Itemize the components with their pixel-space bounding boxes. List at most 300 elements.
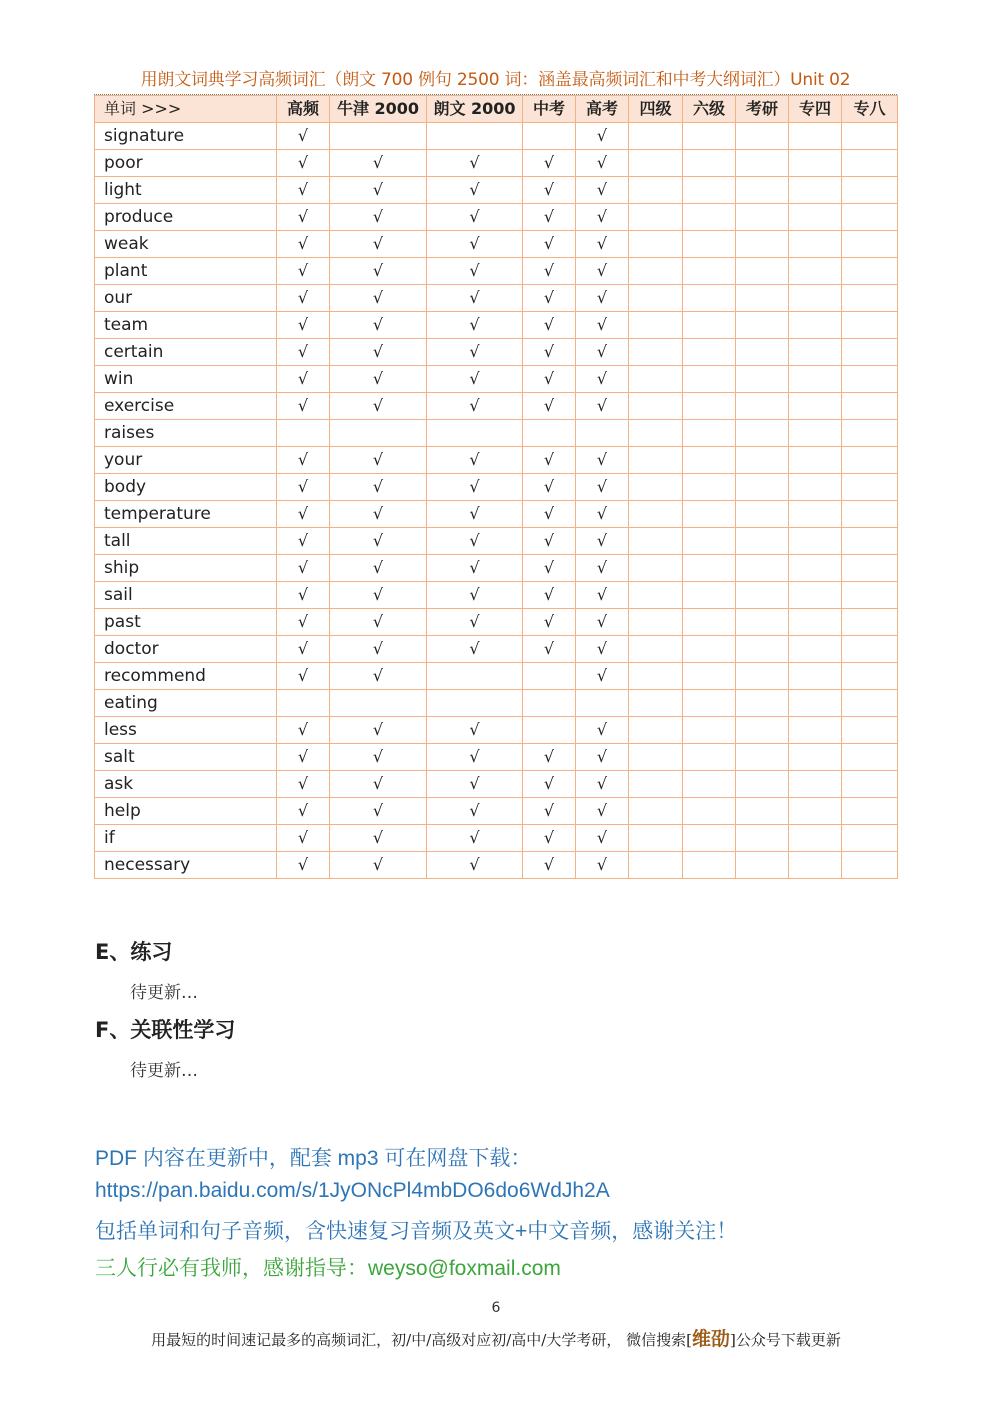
check-cell: √ [576, 528, 629, 555]
check-cell [842, 582, 898, 609]
check-cell [629, 663, 683, 690]
check-cell: √ [523, 447, 576, 474]
check-cell: √ [576, 474, 629, 501]
check-cell [330, 420, 427, 447]
check-cell [683, 123, 736, 150]
check-cell [789, 663, 842, 690]
check-cell: √ [427, 339, 523, 366]
check-cell [683, 663, 736, 690]
check-cell [683, 312, 736, 339]
column-header: 专四 [789, 96, 842, 123]
word-cell: plant [95, 258, 277, 285]
check-cell [629, 609, 683, 636]
check-cell [789, 123, 842, 150]
table-row [95, 150, 898, 177]
check-cell: √ [576, 123, 629, 150]
word-cell: weak [95, 231, 277, 258]
check-cell [683, 177, 736, 204]
check-cell: √ [427, 393, 523, 420]
word-cell: help [95, 798, 277, 825]
check-cell [427, 663, 523, 690]
check-cell [789, 474, 842, 501]
table-row [95, 177, 898, 204]
check-cell [629, 150, 683, 177]
check-cell: √ [330, 609, 427, 636]
check-cell: √ [427, 447, 523, 474]
check-cell: √ [330, 312, 427, 339]
check-cell [789, 690, 842, 717]
check-cell [736, 285, 789, 312]
check-cell: √ [330, 636, 427, 663]
check-cell: √ [277, 501, 330, 528]
check-cell [736, 393, 789, 420]
word-cell: body [95, 474, 277, 501]
check-cell: √ [523, 501, 576, 528]
check-cell [736, 663, 789, 690]
check-cell [629, 339, 683, 366]
check-cell [629, 501, 683, 528]
check-cell [736, 582, 789, 609]
page-number: 6 [491, 1300, 501, 1316]
word-cell: your [95, 447, 277, 474]
check-cell [683, 447, 736, 474]
check-cell [330, 123, 427, 150]
check-cell: √ [277, 636, 330, 663]
check-cell: √ [523, 825, 576, 852]
check-cell [736, 312, 789, 339]
check-cell: √ [277, 177, 330, 204]
check-cell: √ [330, 285, 427, 312]
check-cell: √ [523, 555, 576, 582]
check-cell [683, 717, 736, 744]
check-cell: √ [330, 663, 427, 690]
column-header: 考研 [736, 96, 789, 123]
check-cell [683, 609, 736, 636]
check-cell [523, 420, 576, 447]
table-row [95, 501, 898, 528]
check-cell [842, 123, 898, 150]
word-cell: recommend [95, 663, 277, 690]
check-cell: √ [427, 312, 523, 339]
table-row [95, 798, 898, 825]
check-cell [842, 744, 898, 771]
check-cell [789, 258, 842, 285]
check-cell: √ [277, 771, 330, 798]
check-cell [736, 501, 789, 528]
check-cell [842, 231, 898, 258]
check-cell [629, 447, 683, 474]
check-cell: √ [277, 366, 330, 393]
check-cell [736, 339, 789, 366]
check-cell: √ [427, 852, 523, 879]
check-cell [842, 366, 898, 393]
word-cell: team [95, 312, 277, 339]
check-cell: √ [330, 501, 427, 528]
section-e-title: E、练习 [95, 940, 173, 964]
check-cell: √ [330, 582, 427, 609]
check-cell [789, 312, 842, 339]
check-cell [683, 798, 736, 825]
check-cell: √ [576, 204, 629, 231]
table-row [95, 555, 898, 582]
check-cell [629, 258, 683, 285]
check-cell: √ [576, 852, 629, 879]
check-cell [789, 285, 842, 312]
word-cell: ask [95, 771, 277, 798]
check-cell: √ [330, 393, 427, 420]
word-cell: necessary [95, 852, 277, 879]
check-cell [736, 474, 789, 501]
check-cell: √ [330, 204, 427, 231]
check-cell [629, 285, 683, 312]
check-cell [523, 663, 576, 690]
check-cell [736, 420, 789, 447]
footer-text-before: 用最短的时间速记最多的高频词汇，初/中/高级对应初/高中/大学考研， 微信搜索[ [151, 1331, 692, 1349]
check-cell [842, 258, 898, 285]
check-cell [427, 420, 523, 447]
check-cell [629, 690, 683, 717]
check-cell [842, 636, 898, 663]
check-cell [683, 690, 736, 717]
check-cell [842, 609, 898, 636]
check-cell: √ [576, 339, 629, 366]
check-cell [789, 582, 842, 609]
check-cell [789, 150, 842, 177]
column-header: 朗文 2000 [427, 96, 523, 123]
check-cell [683, 204, 736, 231]
table-row [95, 447, 898, 474]
check-cell [629, 474, 683, 501]
table-row [95, 717, 898, 744]
check-cell [842, 717, 898, 744]
word-cell: less [95, 717, 277, 744]
check-cell: √ [523, 474, 576, 501]
check-cell: √ [330, 150, 427, 177]
contact-note: 三人行必有我师，感谢指导：weyso@foxmail.com [95, 1257, 561, 1280]
update-note: PDF 内容在更新中，配套 mp3 可在网盘下载： [95, 1147, 532, 1170]
check-cell [789, 501, 842, 528]
check-cell [683, 582, 736, 609]
check-cell: √ [576, 447, 629, 474]
check-cell: √ [427, 582, 523, 609]
check-cell [736, 123, 789, 150]
check-cell: √ [576, 582, 629, 609]
check-cell [629, 366, 683, 393]
check-cell [789, 771, 842, 798]
check-cell: √ [427, 258, 523, 285]
table-row [95, 852, 898, 879]
check-cell [842, 528, 898, 555]
check-cell: √ [330, 177, 427, 204]
check-cell: √ [427, 231, 523, 258]
word-cell: our [95, 285, 277, 312]
check-cell: √ [330, 366, 427, 393]
check-cell: √ [277, 744, 330, 771]
table-row [95, 528, 898, 555]
table-row [95, 366, 898, 393]
check-cell: √ [277, 609, 330, 636]
check-cell [629, 528, 683, 555]
section-f-body: 待更新… [130, 1061, 198, 1081]
check-cell: √ [576, 150, 629, 177]
table-row [95, 582, 898, 609]
check-cell: √ [576, 636, 629, 663]
check-cell [842, 555, 898, 582]
check-cell: √ [523, 231, 576, 258]
check-cell: √ [576, 717, 629, 744]
word-cell: raises [95, 420, 277, 447]
word-cell: salt [95, 744, 277, 771]
check-cell: √ [330, 555, 427, 582]
check-cell [736, 150, 789, 177]
check-cell [277, 690, 330, 717]
check-cell [789, 609, 842, 636]
check-cell [629, 555, 683, 582]
check-cell [789, 393, 842, 420]
check-cell: √ [523, 204, 576, 231]
check-cell: √ [427, 285, 523, 312]
check-cell [523, 690, 576, 717]
check-cell: √ [330, 852, 427, 879]
check-cell [736, 717, 789, 744]
word-cell: if [95, 825, 277, 852]
check-cell [427, 690, 523, 717]
check-cell: √ [277, 312, 330, 339]
check-cell [789, 447, 842, 474]
column-header: 牛津 2000 [330, 96, 427, 123]
column-header: 中考 [523, 96, 576, 123]
check-cell: √ [277, 150, 330, 177]
check-cell [842, 204, 898, 231]
check-cell [683, 501, 736, 528]
check-cell [736, 744, 789, 771]
check-cell [629, 204, 683, 231]
check-cell [789, 339, 842, 366]
check-cell: √ [576, 258, 629, 285]
check-cell [683, 393, 736, 420]
section-e-body: 待更新… [130, 983, 198, 1003]
check-cell: √ [523, 528, 576, 555]
check-cell [629, 717, 683, 744]
check-cell [842, 177, 898, 204]
check-cell [736, 366, 789, 393]
word-cell: sail [95, 582, 277, 609]
check-cell [789, 420, 842, 447]
check-cell [736, 636, 789, 663]
check-cell: √ [523, 852, 576, 879]
check-cell [629, 582, 683, 609]
check-cell [736, 690, 789, 717]
check-cell [683, 555, 736, 582]
check-cell: √ [277, 339, 330, 366]
check-cell [629, 771, 683, 798]
check-cell: √ [277, 663, 330, 690]
check-cell [789, 204, 842, 231]
check-cell: √ [427, 825, 523, 852]
check-cell [736, 798, 789, 825]
check-cell: √ [277, 393, 330, 420]
check-cell: √ [576, 231, 629, 258]
download-link[interactable]: https://pan.baidu.com/s/1JyONcPl4mbDO6do6WdJh2A [95, 1179, 610, 1202]
check-cell [789, 555, 842, 582]
check-cell [427, 123, 523, 150]
check-cell [842, 690, 898, 717]
word-cell: exercise [95, 393, 277, 420]
check-cell: √ [427, 204, 523, 231]
word-cell: certain [95, 339, 277, 366]
check-cell: √ [523, 393, 576, 420]
table-body [95, 123, 898, 879]
check-cell: √ [277, 474, 330, 501]
section-f-title: F、关联性学习 [95, 1018, 236, 1042]
check-cell: √ [523, 798, 576, 825]
check-cell [842, 825, 898, 852]
check-cell [683, 474, 736, 501]
check-cell [576, 690, 629, 717]
check-cell: √ [576, 744, 629, 771]
check-cell [629, 420, 683, 447]
check-cell [683, 258, 736, 285]
check-cell [789, 744, 842, 771]
footer-brand: 维劭 [691, 1328, 730, 1350]
check-cell [736, 177, 789, 204]
check-cell [736, 609, 789, 636]
check-cell [842, 285, 898, 312]
word-cell: light [95, 177, 277, 204]
check-cell [683, 771, 736, 798]
word-cell: win [95, 366, 277, 393]
column-header: 专八 [842, 96, 898, 123]
check-cell: √ [330, 528, 427, 555]
check-cell: √ [277, 204, 330, 231]
table-row [95, 258, 898, 285]
table-row [95, 285, 898, 312]
check-cell [523, 717, 576, 744]
check-cell: √ [330, 744, 427, 771]
check-cell: √ [523, 366, 576, 393]
check-cell [789, 366, 842, 393]
page-header: 用朗文词典学习高频词汇（朗文 700 例句 2500 词：涵盖最高频词汇和中考大纲词汇）Unit 02 [94, 66, 897, 95]
check-cell [330, 690, 427, 717]
check-cell: √ [330, 825, 427, 852]
check-cell: √ [277, 798, 330, 825]
check-cell: √ [523, 258, 576, 285]
check-cell: √ [277, 852, 330, 879]
check-cell: √ [576, 393, 629, 420]
check-cell [683, 825, 736, 852]
check-cell: √ [576, 285, 629, 312]
check-cell [629, 177, 683, 204]
check-cell [683, 339, 736, 366]
column-header: 四级 [629, 96, 683, 123]
check-cell: √ [576, 663, 629, 690]
table-row [95, 204, 898, 231]
word-cell: past [95, 609, 277, 636]
check-cell: √ [523, 771, 576, 798]
column-header: 高频 [277, 96, 330, 123]
check-cell [842, 150, 898, 177]
check-cell [789, 825, 842, 852]
table-row [95, 123, 898, 150]
check-cell [683, 852, 736, 879]
check-cell: √ [576, 555, 629, 582]
check-cell [789, 636, 842, 663]
column-header-word: 单词 >>> [95, 96, 277, 123]
word-cell: ship [95, 555, 277, 582]
check-cell: √ [277, 582, 330, 609]
table-row [95, 690, 898, 717]
check-cell: √ [330, 231, 427, 258]
check-cell [842, 393, 898, 420]
table-row [95, 663, 898, 690]
check-cell [842, 447, 898, 474]
check-cell: √ [330, 339, 427, 366]
check-cell: √ [277, 717, 330, 744]
check-cell [736, 258, 789, 285]
check-cell [736, 528, 789, 555]
check-cell [789, 798, 842, 825]
check-cell: √ [330, 258, 427, 285]
check-cell [842, 474, 898, 501]
check-cell [842, 312, 898, 339]
check-cell: √ [427, 474, 523, 501]
check-cell [683, 231, 736, 258]
check-cell [629, 123, 683, 150]
check-cell: √ [427, 771, 523, 798]
check-cell [629, 393, 683, 420]
check-cell: √ [576, 177, 629, 204]
word-cell: tall [95, 528, 277, 555]
check-cell [683, 420, 736, 447]
table-row [95, 339, 898, 366]
check-cell [842, 501, 898, 528]
check-cell [842, 339, 898, 366]
check-cell: √ [576, 312, 629, 339]
check-cell [736, 852, 789, 879]
table-row [95, 420, 898, 447]
check-cell [683, 636, 736, 663]
check-cell: √ [576, 501, 629, 528]
audio-note: 包括单词和句子音频，含快速复习音频及英文+中文音频，感谢关注！ [95, 1220, 738, 1243]
check-cell: √ [277, 231, 330, 258]
check-cell [842, 852, 898, 879]
check-cell [789, 528, 842, 555]
word-cell: produce [95, 204, 277, 231]
table-row [95, 312, 898, 339]
check-cell [789, 177, 842, 204]
check-cell [629, 744, 683, 771]
check-cell: √ [330, 447, 427, 474]
table-row [95, 636, 898, 663]
table-row [95, 393, 898, 420]
check-cell: √ [330, 717, 427, 744]
check-cell [736, 771, 789, 798]
check-cell: √ [576, 366, 629, 393]
check-cell: √ [427, 177, 523, 204]
check-cell: √ [523, 744, 576, 771]
check-cell [789, 852, 842, 879]
check-cell: √ [576, 609, 629, 636]
table-row [95, 609, 898, 636]
check-cell [842, 663, 898, 690]
check-cell [842, 771, 898, 798]
table-row [95, 825, 898, 852]
check-cell [629, 852, 683, 879]
check-cell: √ [330, 474, 427, 501]
word-cell: eating [95, 690, 277, 717]
check-cell [523, 123, 576, 150]
check-cell [683, 150, 736, 177]
